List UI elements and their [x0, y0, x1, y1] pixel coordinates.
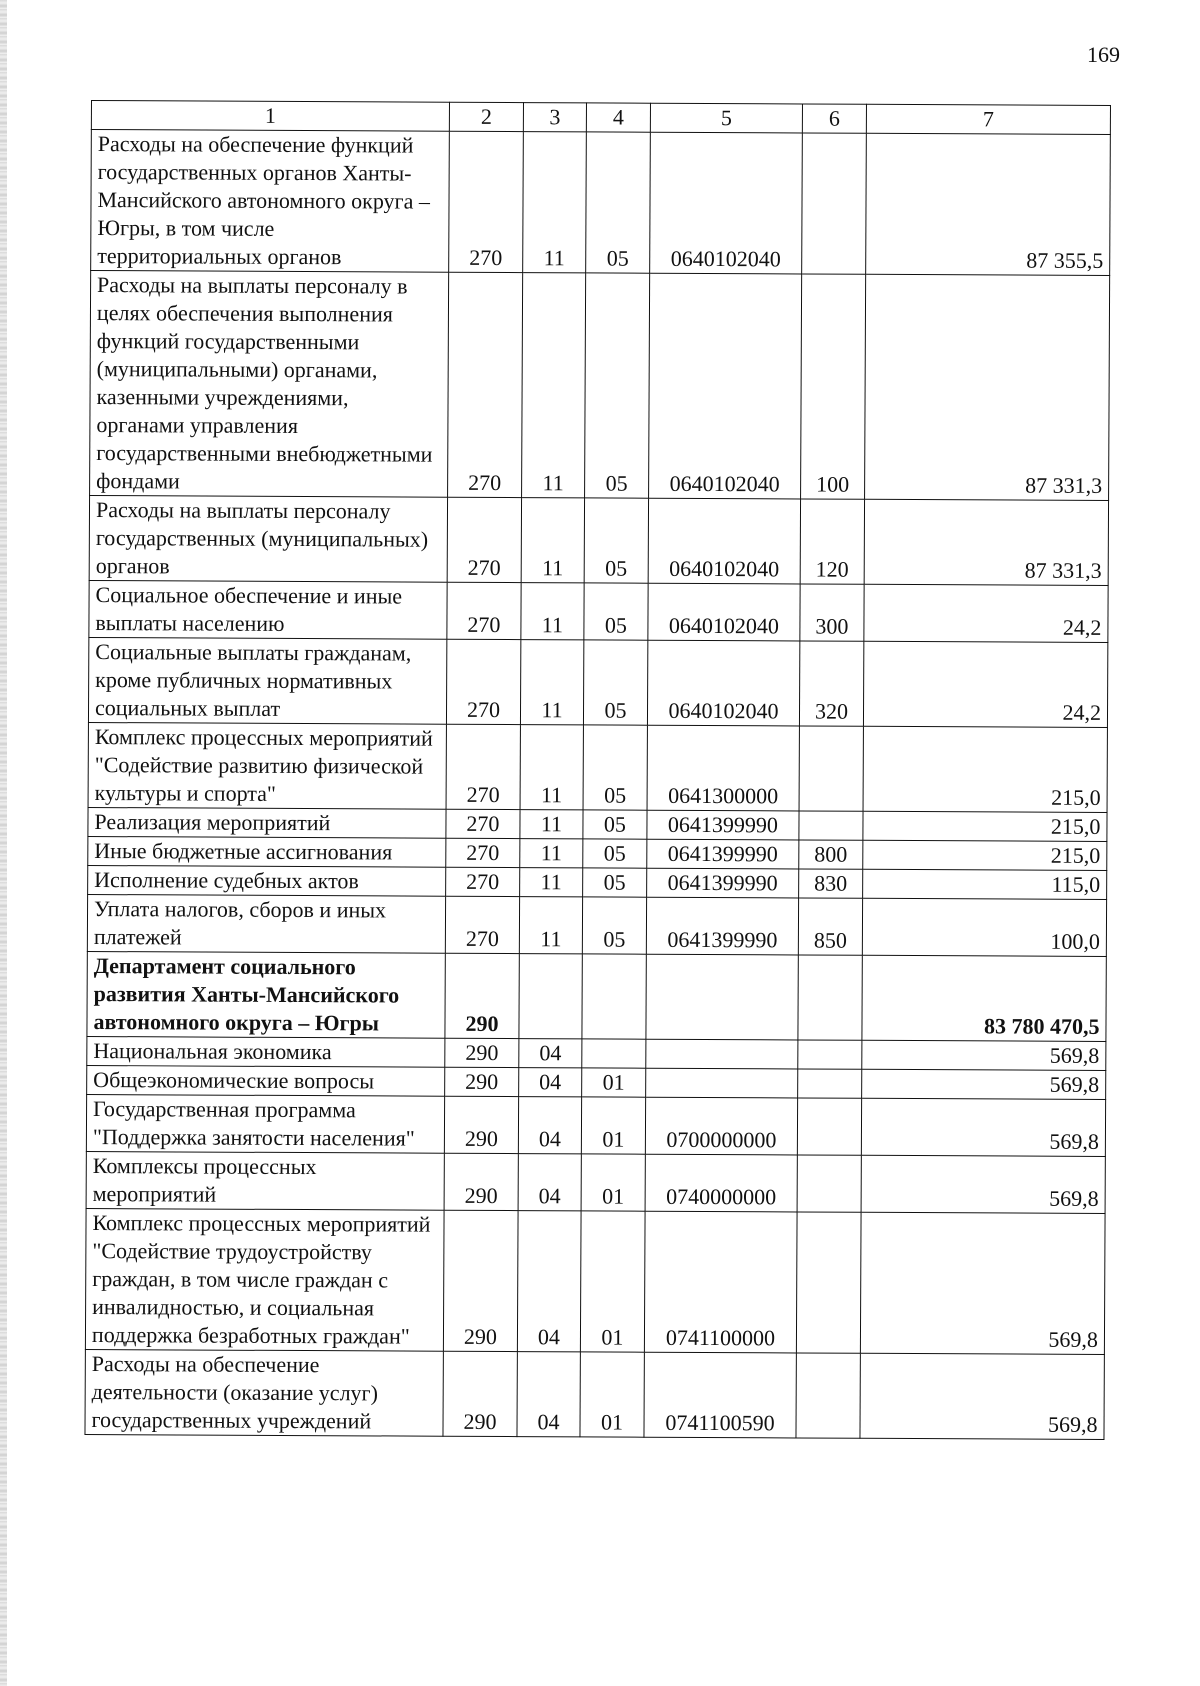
- subsection-code-cell: 05: [583, 839, 647, 868]
- section-code-cell: 11: [521, 498, 584, 583]
- expense-type-cell: 800: [799, 840, 863, 869]
- expense-type-cell: 320: [799, 641, 863, 726]
- chapter-code-cell: 290: [443, 1210, 518, 1351]
- row-name-cell: Расходы на выплаты персоналу в целях обеспечения выполнения функций государственными (муниципальными) органами, казенными учреждениями, органами управления государственными внебюджетными фондами: [90, 271, 449, 498]
- section-code-cell: 04: [519, 1039, 582, 1068]
- expense-type-cell: [798, 955, 862, 1040]
- amount-cell: 215,0: [863, 840, 1107, 870]
- row-name-cell: Расходы на обеспечение функций государственных органов Ханты-Мансийского автономного округа – Югры, в том числе территориальных органов: [91, 130, 450, 273]
- table-row: [88, 836, 1107, 870]
- chapter-code-cell: 290: [444, 1096, 518, 1153]
- chapter-code-cell: 270: [446, 809, 520, 838]
- table-body: [85, 130, 1110, 1440]
- subsection-code-cell: 01: [580, 1211, 645, 1352]
- amount-cell: 569,8: [860, 1212, 1105, 1354]
- expense-type-cell: [799, 726, 863, 811]
- target-article-cell: 0640102040: [647, 640, 799, 726]
- chapter-code-cell: 290: [444, 1153, 518, 1210]
- table-row: [87, 1065, 1106, 1099]
- amount-cell: 569,8: [861, 1098, 1105, 1156]
- target-article-cell: 0640102040: [650, 132, 803, 274]
- target-article-cell: 0641399990: [647, 868, 799, 898]
- amount-cell: 215,0: [863, 811, 1107, 841]
- subsection-code-cell: 05: [583, 868, 647, 897]
- budget-table: [84, 100, 1111, 1440]
- target-article-cell: 0641399990: [647, 810, 799, 840]
- target-article-cell: 0640102040: [648, 498, 800, 584]
- target-article-cell: 0740000000: [645, 1154, 797, 1212]
- expense-type-cell: 100: [801, 274, 866, 499]
- expense-type-cell: 850: [798, 898, 862, 955]
- amount-cell: 24,2: [863, 641, 1107, 727]
- amount-cell: 83 780 470,5: [862, 955, 1106, 1041]
- chapter-code-cell: 290: [443, 1351, 517, 1436]
- amount-cell: 87 355,5: [866, 133, 1111, 275]
- chapter-code-cell: 270: [446, 724, 520, 809]
- row-name-cell: Иные бюджетные ассигнования: [88, 836, 446, 867]
- subsection-code-cell: 05: [583, 640, 647, 725]
- column-header: 7: [866, 104, 1110, 134]
- target-article-cell: [646, 1039, 798, 1069]
- target-article-cell: 0700000000: [645, 1097, 797, 1155]
- chapter-code-cell: 290: [445, 1067, 519, 1096]
- table-row: [89, 580, 1108, 642]
- subsection-code-cell: 05: [583, 725, 647, 810]
- column-header: 5: [650, 103, 802, 133]
- subsection-code-cell: 05: [584, 583, 648, 640]
- chapter-code-cell: 270: [449, 131, 524, 272]
- expense-type-cell: [802, 133, 867, 274]
- table-row: [87, 1036, 1106, 1070]
- expense-type-cell: [798, 1040, 862, 1069]
- column-header: 1: [91, 101, 449, 132]
- table-row: [90, 271, 1110, 501]
- column-header: 3: [523, 103, 586, 132]
- subsection-code-cell: [582, 1039, 646, 1068]
- section-code-cell: 04: [518, 1097, 581, 1154]
- expense-type-cell: 120: [800, 499, 864, 584]
- target-article-cell: [646, 954, 798, 1040]
- row-name-cell: Национальная экономика: [87, 1036, 445, 1067]
- row-name-cell: Комплексы процессных мероприятий: [86, 1151, 444, 1210]
- subsection-code-cell: [582, 954, 646, 1039]
- table-row: [89, 495, 1108, 585]
- section-code-cell: 11: [520, 725, 583, 810]
- expense-type-cell: [796, 1212, 861, 1353]
- chapter-code-cell: 270: [445, 896, 519, 953]
- table-row: [86, 1151, 1105, 1213]
- table-row: [85, 1349, 1104, 1439]
- target-article-cell: 0741100590: [644, 1352, 796, 1438]
- expense-type-cell: [796, 1353, 860, 1438]
- section-code-cell: 11: [521, 583, 584, 640]
- amount-cell: 87 331,3: [865, 274, 1110, 500]
- column-header: 4: [586, 103, 650, 132]
- chapter-code-cell: 290: [445, 953, 519, 1038]
- target-article-cell: 0641399990: [646, 897, 798, 955]
- row-name-cell: Исполнение судебных актов: [88, 865, 446, 896]
- subsection-code-cell: 01: [581, 1097, 645, 1154]
- target-article-cell: 0641300000: [647, 725, 799, 811]
- subsection-code-cell: 05: [582, 897, 646, 954]
- expense-type-cell: 300: [800, 584, 864, 641]
- expense-type-cell: [797, 1155, 861, 1212]
- table-row: [85, 1208, 1105, 1354]
- subsection-code-cell: 01: [580, 1352, 644, 1437]
- chapter-code-cell: 270: [447, 497, 521, 582]
- subsection-code-cell: 05: [586, 132, 651, 273]
- subsection-code-cell: 01: [581, 1154, 645, 1211]
- row-name-cell: Общеэкономические вопросы: [87, 1065, 445, 1096]
- section-code-cell: [519, 954, 582, 1039]
- amount-cell: 569,8: [862, 1069, 1106, 1099]
- amount-cell: 569,8: [861, 1155, 1105, 1213]
- target-article-cell: 0641399990: [647, 839, 799, 869]
- chapter-code-cell: 270: [448, 272, 523, 497]
- scan-edge-artifact: [0, 0, 7, 1686]
- target-article-cell: 0640102040: [649, 273, 802, 499]
- table-row: [88, 865, 1107, 899]
- table-row: [88, 637, 1107, 727]
- table-row: [88, 722, 1107, 812]
- row-name-cell: Департамент социального развития Ханты-Мансийского автономного округа – Югры: [87, 951, 445, 1038]
- subsection-code-cell: 05: [583, 810, 647, 839]
- table-row: [88, 807, 1107, 841]
- amount-cell: 87 331,3: [864, 499, 1108, 585]
- section-code-cell: 04: [518, 1154, 581, 1211]
- row-name-cell: Социальное обеспечение и иные выплаты населению: [89, 580, 447, 639]
- subsection-code-cell: 01: [582, 1068, 646, 1097]
- amount-cell: 215,0: [863, 726, 1107, 812]
- section-code-cell: 11: [520, 810, 583, 839]
- section-code-cell: 11: [520, 640, 583, 725]
- section-code-cell: 04: [517, 1211, 581, 1352]
- row-name-cell: Реализация мероприятий: [88, 807, 446, 838]
- section-code-cell: 04: [517, 1352, 580, 1437]
- table-row: [86, 1094, 1105, 1156]
- chapter-code-cell: 270: [446, 639, 520, 724]
- row-name-cell: Государственная программа "Поддержка занятости населения": [86, 1094, 444, 1153]
- column-header: 6: [802, 104, 866, 133]
- amount-cell: 100,0: [862, 898, 1106, 956]
- expense-type-cell: [798, 1069, 862, 1098]
- chapter-code-cell: 270: [446, 867, 520, 896]
- subsection-code-cell: 05: [584, 498, 648, 583]
- expense-type-cell: [799, 811, 863, 840]
- amount-cell: 569,8: [862, 1040, 1106, 1070]
- expense-type-cell: [797, 1098, 861, 1155]
- amount-cell: 115,0: [863, 869, 1107, 899]
- section-code-cell: 11: [520, 839, 583, 868]
- chapter-code-cell: 270: [446, 838, 520, 867]
- target-article-cell: 0640102040: [648, 583, 800, 641]
- row-name-cell: Уплата налогов, сборов и иных платежей: [87, 894, 445, 953]
- row-name-cell: Комплекс процессных мероприятий "Содействие развитию физической культуры и спорта": [88, 722, 446, 809]
- row-name-cell: Расходы на обеспечение деятельности (оказание услуг) государственных учреждений: [85, 1349, 443, 1436]
- section-code-cell: 11: [520, 868, 583, 897]
- chapter-code-cell: 290: [445, 1038, 519, 1067]
- page-number: 169: [1087, 42, 1120, 67]
- row-name-cell: Социальные выплаты гражданам, кроме публичных нормативных социальных выплат: [88, 637, 446, 724]
- target-article-cell: [646, 1068, 798, 1098]
- amount-cell: 24,2: [864, 584, 1108, 642]
- target-article-cell: 0741100000: [644, 1211, 797, 1353]
- subsection-code-cell: 05: [585, 273, 650, 498]
- section-code-cell: 04: [519, 1068, 582, 1097]
- chapter-code-cell: 270: [447, 582, 521, 639]
- table-row: [87, 894, 1106, 956]
- section-code-cell: 11: [522, 273, 586, 498]
- column-header: 2: [449, 102, 523, 131]
- row-name-cell: Расходы на выплаты персоналу государственных (муниципальных) органов: [89, 495, 447, 582]
- expense-type-cell: 830: [799, 869, 863, 898]
- section-code-cell: 11: [519, 897, 582, 954]
- amount-cell: 569,8: [860, 1353, 1104, 1439]
- row-name-cell: Комплекс процессных мероприятий "Содействие трудоустройству граждан, в том числе граждан с инвалидностью, и социальная поддержка безработных граждан": [85, 1208, 444, 1351]
- table-row: [87, 951, 1106, 1041]
- table-row: [91, 130, 1111, 276]
- section-code-cell: 11: [523, 132, 587, 273]
